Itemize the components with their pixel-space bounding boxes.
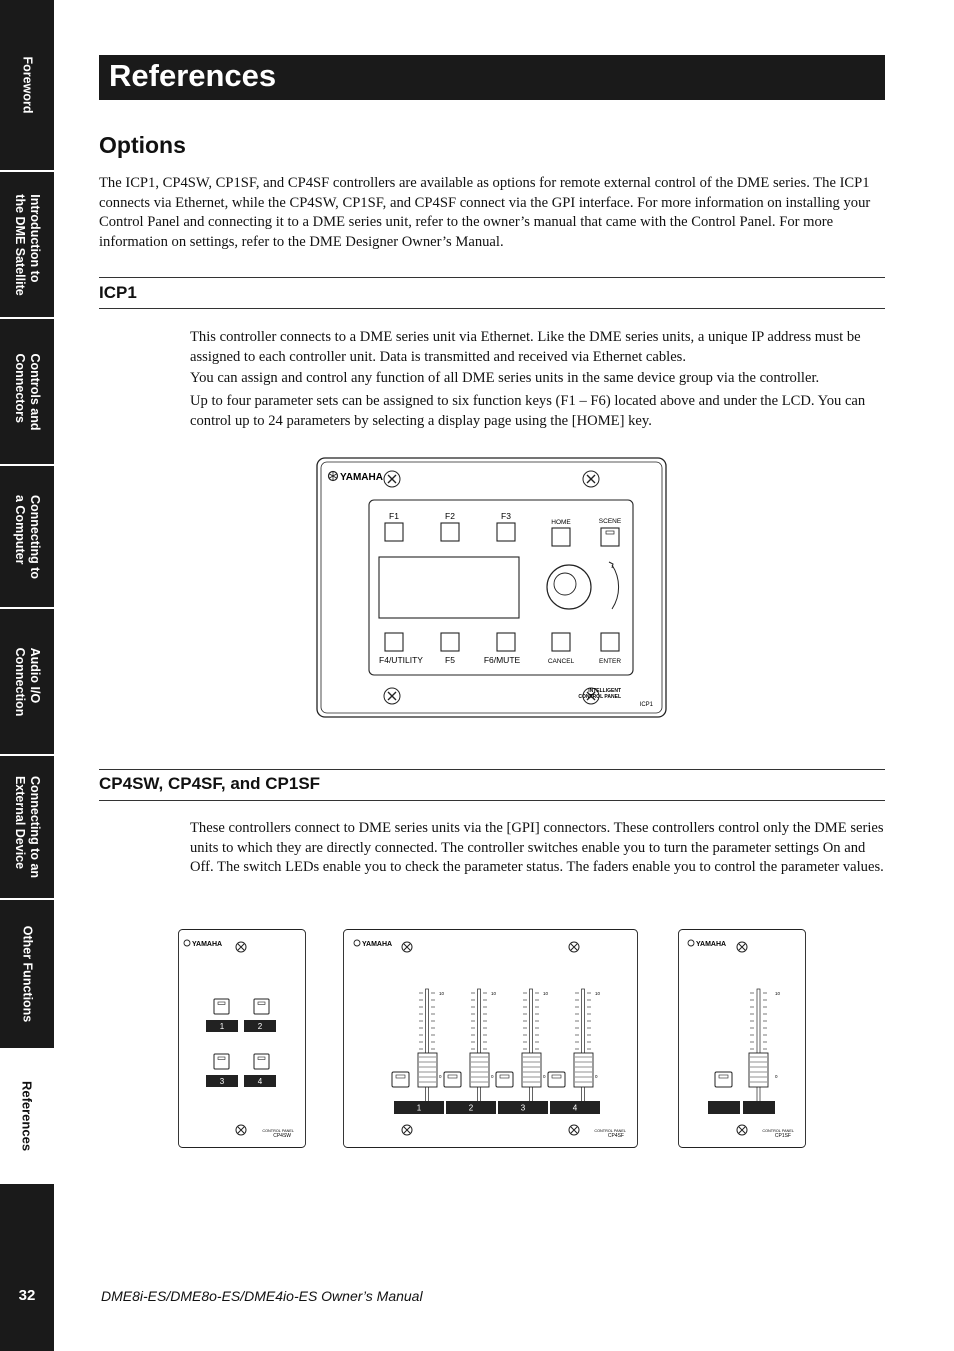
scale-top: 10 [775, 991, 781, 996]
section-rule [99, 769, 885, 770]
key-label: F3 [501, 511, 511, 521]
scale-bottom: 0 [439, 1074, 442, 1079]
sidebar-tab-other-functions[interactable] [0, 900, 54, 1048]
sidebar-nav [0, 0, 54, 1351]
sidebar-tab-foreword[interactable] [0, 0, 54, 170]
scale-bottom: 0 [595, 1074, 598, 1079]
sidebar-tab-label: Controls and Connectors [13, 352, 42, 431]
lcd-screen [379, 557, 519, 618]
screw-icon [737, 942, 747, 952]
key-f5[interactable] [441, 633, 459, 651]
screw-icon [402, 1125, 412, 1135]
fader-track [478, 989, 481, 1109]
scene-led-icon [606, 531, 614, 534]
switch-3[interactable] [496, 1072, 513, 1087]
cp4sw-figure [178, 929, 306, 1148]
section-rule [99, 800, 885, 801]
screw-icon [384, 688, 400, 704]
switch-number: 3 [219, 1077, 225, 1086]
channel-number: 4 [572, 1103, 578, 1113]
jog-dial[interactable] [547, 565, 591, 609]
switch-label-box [708, 1101, 740, 1114]
cp1sf-figure [678, 929, 806, 1148]
sidebar-tab-controls[interactable] [0, 319, 54, 464]
chapter-header [99, 55, 885, 100]
switch-1[interactable] [214, 999, 229, 1014]
cp4sf-brand: YAMAHA [362, 941, 393, 948]
sidebar-tab-label: References [19, 1080, 35, 1152]
screw-icon [569, 1125, 579, 1135]
screw-icon [583, 471, 599, 487]
key-f1[interactable] [385, 523, 403, 541]
switch-1[interactable] [715, 1072, 732, 1087]
sidebar-tab-label: Foreword [20, 56, 35, 114]
key-f3[interactable] [497, 523, 515, 541]
sidebar-tab-audio-io[interactable] [0, 609, 54, 754]
switch-number: 1 [219, 1022, 225, 1031]
key-label: F2 [445, 511, 455, 521]
scale-top: 10 [543, 991, 549, 996]
screw-icon [402, 942, 412, 952]
channel-number: 2 [468, 1103, 474, 1113]
icp1-paragraph-3: Up to four parameter sets can be assigned to six function keys (F1 – F6) located above and under the LCD. You can control up to 24 parameters by selecting a display page using the [HOME] key. [190, 393, 866, 429]
badge-line-2: CONTROL PANEL [578, 694, 621, 700]
fader-track [582, 989, 585, 1109]
channel-number: 3 [520, 1103, 526, 1113]
scale-top: 10 [595, 991, 601, 996]
scale-top: 10 [491, 991, 497, 996]
options-intro-paragraph: The ICP1, CP4SW, CP1SF, and CP4SF controllers are available as options for remote external control of the DME series. The ICP1 connects via Ethernet, while the CP4SW, CP1SF, and CP4SF connect via the GPI interface. For more information on installing your Control Panel and connecting it to a DME series unit, refer to the owner’s manual that came with the Control Panel. For more information on settings, refer to the DME Designer Owner’s Manual. [99, 175, 871, 250]
scene-label: SCENE [598, 518, 622, 525]
key-f6[interactable] [497, 633, 515, 651]
key-f4[interactable] [385, 633, 403, 651]
cp4sf-panel-drawing [343, 929, 638, 1148]
sidebar-tab-references[interactable] [0, 1050, 54, 1182]
icp1-paragraph-2: You can assign and control any function of all DME series units in the same device group via the controller. [190, 370, 820, 386]
sidebar-tab-introduction[interactable] [0, 172, 54, 317]
chapter-title: References [109, 58, 277, 93]
sidebar-tab-external-device[interactable] [0, 756, 54, 898]
sidebar-tab-label: Audio I/O Connection [13, 647, 42, 716]
badge-line-1: INTELLIGENT [588, 688, 621, 694]
screw-icon [737, 1125, 747, 1135]
cp-paragraph: These controllers connect to DME series units via the [GPI] connectors. These controllers control only the DME series units to which they are directly connected. The controller switches enable you to turn the parameter settings On and Off. The switch LEDs enable you to check the parameter status. The faders enable you to control the parameter values. [190, 820, 884, 876]
home-button[interactable] [552, 528, 570, 546]
switch-number: 2 [257, 1022, 263, 1031]
manual-title-footer: DME8i-ES/DME8o-ES/DME4io-ES Owner’s Manual [101, 1288, 423, 1304]
page-number-block [0, 1184, 54, 1351]
cp4sw-brand: YAMAHA [192, 941, 223, 948]
icp1-brand: YAMAHA [340, 472, 383, 483]
panel-label: CONTROL PANEL [762, 1129, 794, 1133]
cancel-label: CANCEL [547, 658, 575, 665]
fader-track [757, 989, 760, 1109]
fader-track [530, 989, 533, 1109]
sidebar-tab-connecting-computer[interactable] [0, 466, 54, 607]
cp4sw-model-label: CP4SW [273, 1133, 291, 1139]
key-label: F6/MUTE [483, 655, 521, 665]
enter-label: ENTER [598, 658, 622, 665]
screw-icon [236, 942, 246, 952]
enter-button[interactable] [601, 633, 619, 651]
cancel-button[interactable] [552, 633, 570, 651]
switch-3[interactable] [214, 1054, 229, 1069]
switch-4[interactable] [548, 1072, 565, 1087]
scale-top: 10 [439, 991, 445, 996]
cp1sf-brand: YAMAHA [696, 941, 727, 948]
panel-label: CONTROL PANEL [262, 1129, 294, 1133]
section-rule [99, 277, 885, 278]
cp4sf-model-label: CP4SF [607, 1133, 624, 1139]
key-label: F1 [389, 511, 399, 521]
switch-1[interactable] [392, 1072, 409, 1087]
channel-number: 1 [416, 1103, 422, 1113]
scale-bottom: 0 [491, 1074, 494, 1079]
switch-4[interactable] [254, 1054, 269, 1069]
switch-2[interactable] [444, 1072, 461, 1087]
page-number: 32 [18, 1287, 36, 1304]
section-title-cp: CP4SW, CP4SF, and CP1SF [99, 774, 321, 793]
icp1-figure [316, 457, 668, 719]
section-rule [99, 308, 885, 309]
panel-label: CONTROL PANEL [594, 1129, 626, 1133]
icp1-paragraph-1: This controller connects to a DME series unit via Ethernet. Like the DME series units, a unique IP address must be assigned to each controller unit. Data is transmitted and received via Ethernet cables. [190, 329, 861, 365]
key-label: F5 [445, 655, 455, 665]
switch-label-box [743, 1101, 775, 1114]
sidebar-tab-label: Connecting to a Computer [13, 494, 42, 579]
switch-number: 4 [257, 1077, 263, 1086]
cp4sw-panel-drawing [178, 929, 306, 1148]
sidebar-tab-label: Connecting to an External Device [13, 775, 42, 879]
key-f2[interactable] [441, 523, 459, 541]
home-label: HOME [551, 519, 571, 526]
screw-icon [569, 942, 579, 952]
sidebar-tab-label: Other Functions [20, 925, 35, 1023]
switch-2[interactable] [254, 999, 269, 1014]
icp1-panel-drawing [316, 457, 668, 719]
scale-bottom: 0 [775, 1074, 778, 1079]
section-title-icp1: ICP1 [99, 283, 137, 302]
key-label: F4/UTILITY [379, 655, 423, 665]
cp4sf-figure [343, 929, 638, 1148]
fader-track [426, 989, 429, 1109]
scale-bottom: 0 [543, 1074, 546, 1079]
screw-icon [384, 471, 400, 487]
section-title-options: Options [99, 132, 186, 158]
cp1sf-panel-drawing [678, 929, 806, 1148]
icp1-model-label: ICP1 [639, 702, 653, 708]
cp1sf-model-label: CP1SF [774, 1133, 791, 1139]
screw-icon [236, 1125, 246, 1135]
sidebar-tab-label: Introduction to the DME Satellite [13, 193, 42, 296]
